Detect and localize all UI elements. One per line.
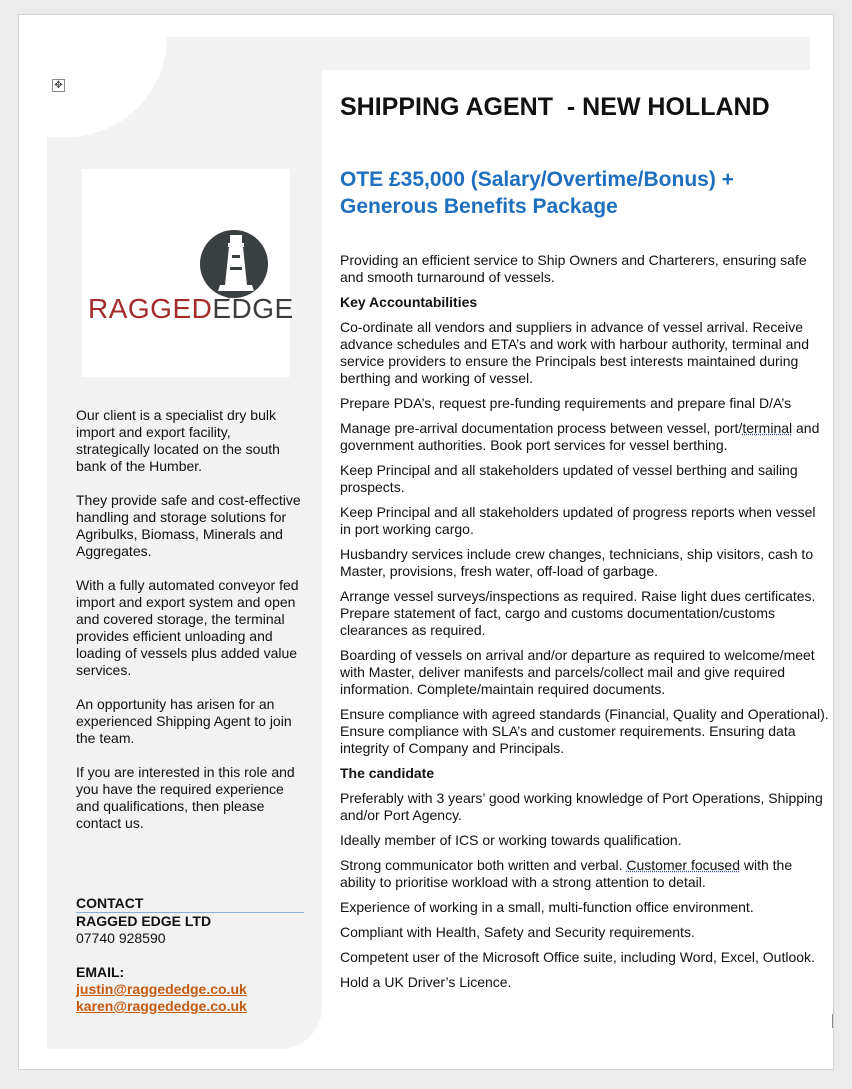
candidate-item: Competent user of the Microsoft Office suite, including Word, Excel, Outlook.: [340, 949, 815, 965]
email-link-justin[interactable]: justin@raggededge.co.uk: [76, 981, 247, 997]
spellcheck-flag-customer-focused[interactable]: Customer focused: [626, 857, 740, 873]
sidebar-paragraph: If you are interested in this role and you have the required experience and qualifications, then please contact us.: [76, 764, 295, 831]
accountability-item: Arrange vessel surveys/inspections as required. Raise light dues certificates. Prepare statement of fact, cargo and customs documentation/customs clearances as required.: [340, 588, 816, 638]
salary-heading: OTE £35,000 (Salary/Overtime/Bonus) + Generous Benefits Package: [340, 168, 734, 218]
sidebar-paragraph: An opportunity has arisen for an experienced Shipping Agent to join the team.: [76, 696, 292, 746]
email-label: EMAIL:: [76, 964, 125, 980]
logo-word-ragged: RAGGED: [88, 293, 213, 324]
accountability-item: Ensure compliance with agreed standards (Financial, Quality and Operational). Ensure compliance with SLA’s and customer requirements. Ensuring data integrity of Company and Principals.: [340, 706, 829, 756]
accountability-text: and government authorities. Book port services for vessel berthing.: [340, 420, 820, 453]
candidate-text: Strong communicator both written and verbal.: [340, 857, 627, 873]
accountability-item: Keep Principal and all stakeholders updated of vessel berthing and sailing prospects.: [340, 462, 798, 495]
company-logo: [82, 169, 294, 377]
logo-wordmark: [88, 293, 294, 325]
table-move-handle-icon[interactable]: ✥: [52, 79, 65, 92]
document-page: [18, 14, 834, 1070]
candidate-item: Ideally member of ICS or working towards qualification.: [340, 832, 682, 848]
logo-word-edge: EDGE: [212, 293, 294, 324]
candidate-heading: The candidate: [340, 765, 435, 781]
accountabilities-heading: Key Accountabilities: [340, 294, 478, 310]
accountability-item: Boarding of vessels on arrival and/or departure as required to welcome/meet with Master, deliver manifests and parcels/collect mail and give required information. Complete/maintain required documents.: [340, 647, 815, 697]
intro-paragraph: Providing an efficient service to Ship Owners and Charterers, ensuring safe and smooth turnaround of vessels.: [340, 252, 807, 285]
contact-heading: CONTACT: [76, 895, 304, 913]
sidebar-paragraph: Our client is a specialist dry bulk import and export facility, strategically located on the south bank of the Humber.: [76, 407, 280, 474]
accountability-item: Keep Principal and all stakeholders updated of progress reports when vessel in port working cargo.: [340, 504, 816, 537]
accountability-text: Manage pre-arrival documentation process between vessel, port/: [340, 420, 743, 436]
sidebar-paragraph: With a fully automated conveyor fed import and export system and open and covered storage, the terminal provides efficient unloading and loading of vessels plus added value services.: [76, 577, 299, 678]
candidate-item: [340, 857, 830, 891]
contact-company: RAGGED EDGE LTD: [76, 913, 212, 929]
candidate-text: with the ability to prioritise workload with a strong attention to detail.: [340, 857, 793, 890]
table-resize-handle[interactable]: [832, 1014, 834, 1028]
page-title: SHIPPING AGENT - NEW HOLLAND: [340, 93, 770, 121]
candidate-item: Preferably with 3 years’ good working knowledge of Port Operations, Shipping and/or Port Agency.: [340, 790, 823, 823]
accountability-item: [340, 420, 830, 454]
candidate-item: Experience of working in a small, multi-function office environment.: [340, 899, 754, 915]
decorative-band-join-top: [159, 37, 322, 137]
sidebar-description: [76, 407, 301, 849]
spellcheck-flag-terminal[interactable]: terminal: [742, 420, 793, 436]
accountability-item: Husbandry services include crew changes, technicians, ship visitors, cash to Master, provisions, fresh water, off-load of garbage.: [340, 546, 814, 579]
sidebar-paragraph: They provide safe and cost-effective handling and storage solutions for Agribulks, Biomass, Minerals and Aggregates.: [76, 492, 301, 559]
contact-block: [76, 895, 304, 1015]
main-content: [340, 92, 830, 991]
contact-phone: 07740 928590: [76, 930, 166, 946]
candidate-item: Compliant with Health, Safety and Security requirements.: [340, 924, 695, 940]
candidate-item: Hold a UK Driver’s Licence.: [340, 974, 512, 990]
email-link-karen[interactable]: karen@raggededge.co.uk: [76, 998, 247, 1014]
accountability-item: Prepare PDA’s, request pre-funding requirements and prepare final D/A’s: [340, 395, 792, 411]
accountability-item: Co-ordinate all vendors and suppliers in advance of vessel arrival. Receive advance schedules and ETA’s and work with harbour authority, terminal and service providers to ensure the Principals best interests maintained during berthing and working of vessel.: [340, 319, 809, 386]
lighthouse-icon: [82, 169, 290, 377]
